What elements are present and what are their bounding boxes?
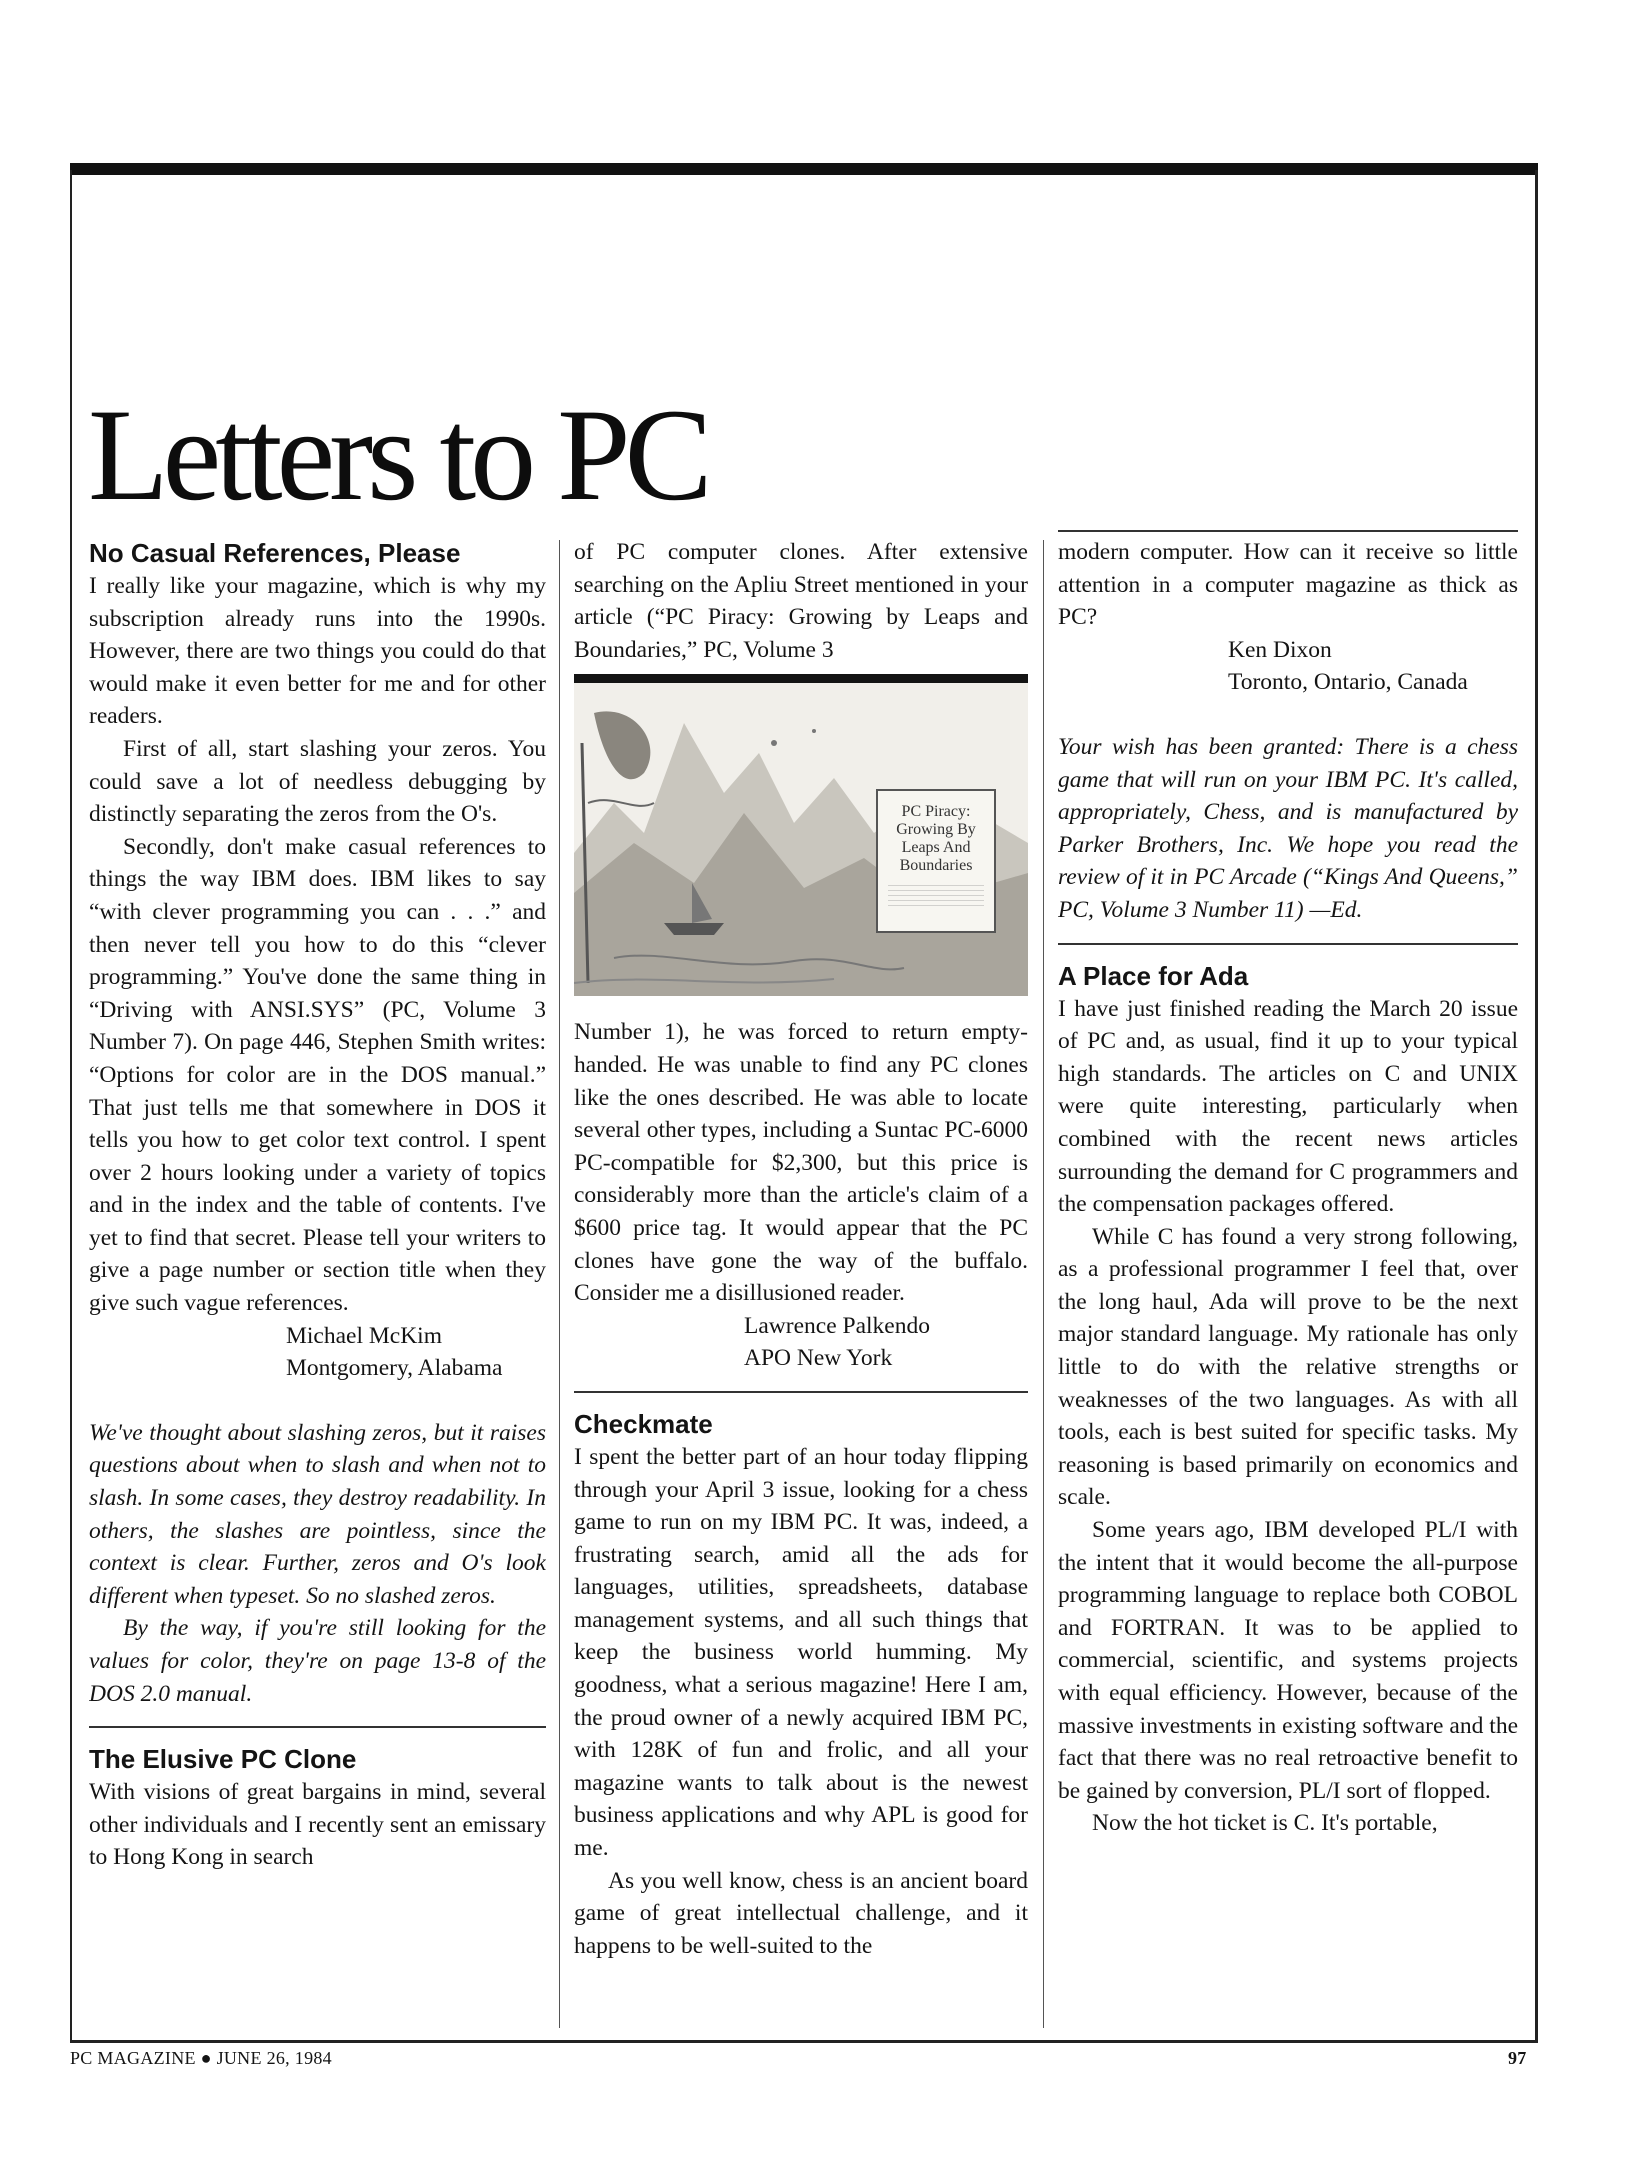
signature-name: Michael McKim (286, 1322, 442, 1349)
column-divider (559, 540, 560, 2028)
page-title: Letters to PC (88, 381, 707, 528)
inset-title: PC Piracy: Growing By Leaps And Boundaries (896, 803, 976, 875)
letter-paragraph: Number 1), he was forced to return empty-handed. He was unable to find any PC clones like the ones described. He was able to locate several other types, including a Suntac PC-6000 PC-compatible for $2,300, but this price is considerably more than the article's claim of a $600 price tag. It would appear that the PC clones have gone the way of the buffalo. Consider me a disillusioned reader. (574, 1019, 1028, 1307)
letter-heading: A Place for Ada (1058, 960, 1249, 991)
letter-paragraph: As you well know, chess is an ancient board game of great intellectual challenge, and it happens to be well-suited to the (574, 1867, 1028, 1959)
top-rule (70, 163, 1538, 175)
letter-paragraph: Now the hot ticket is C. It's portable, (1092, 1810, 1438, 1837)
illustration (574, 674, 1028, 996)
letter-paragraph: Some years ago, IBM developed PL/I with the intent that it would become the all-purpose programming language to replace both COBOL and FORTRAN. It was to be applied to commercial, scientific, and systems projects with equal efficiency. However, because of the massive investments in existing software and the fact that there was no real retroactive benefit to be gained by conversion, PL/I sort of flopped. (1058, 1517, 1518, 1804)
letter-paragraph: I spent the better part of an hour today flipping through your April 3 issue, looking for a chess game to run on my IBM PC. It was, indeed, a frustrating search, amid all the ads for languages, utilities, spreadsheets, database management systems, and all such things that keep the business world humming. My goodness, what a serious magazine! Here I am, the proud owner of a newly acquired IBM PC, with 128K of fun and frolic, and all your magazine wants to talk about is the newest business applications and why APL is good for me. (574, 1443, 1028, 1862)
editor-reply: By the way, if you're still looking for the values for color, they're on page 13-8 of the DOS 2.0 manual. (89, 1615, 546, 1707)
section-divider (1058, 943, 1518, 945)
signature-name: Lawrence Palkendo (744, 1312, 930, 1339)
frame-right (1535, 170, 1538, 2043)
letter-paragraph: of PC computer clones. After extensive searching on the Apliu Street mentioned in your article (“PC Piracy: Growing by Leaps and Boundaries,” PC, Volume 3 (574, 539, 1028, 663)
column-2 (574, 536, 1028, 2026)
section-divider (574, 1391, 1028, 1393)
section-divider (89, 1726, 546, 1728)
editor-reply: Your wish has been granted: There is a chess game that will run on your IBM PC. It's called, appropriately, Chess, and is manufactured by Parker Brothers, Inc. We hope you read the review of it in PC Arcade (“Kings And Queens,” PC, Volume 3 Number 11) —Ed. (1058, 733, 1518, 923)
footer-issue: PC MAGAZINE ● JUNE 26, 1984 (70, 2048, 332, 2068)
letter-paragraph: While C has found a very strong following, as a professional programmer I feel that, over the long haul, Ada will prove to be the next major standard language. My rationale has only little to do with the relative strengths or weaknesses of the two languages. As with all tools, each is best suited for specific tasks. My reasoning is based primarily on economics and scale. (1058, 1223, 1518, 1511)
editor-reply: We've thought about slashing zeros, but it raises questions about when to slash and when not to slash. In some cases, they destroy readability. In others, the slashes are pointless, since the context is clear. Further, zeros and O's look different when typeset. So no slashed zeros. (89, 1419, 546, 1609)
letter-paragraph: modern computer. How can it receive so little attention in a computer magazine as thick as PC? (1058, 539, 1518, 631)
page-number: 97 (1508, 2048, 1527, 2068)
column-divider (1043, 540, 1044, 2028)
inset-text-lines (888, 881, 984, 909)
frame-left (70, 170, 72, 2043)
letter-paragraph: With visions of great bargains in mind, several other individuals and I recently sent an emissary to Hong Kong in search (89, 1779, 546, 1871)
letter-heading: No Casual References, Please (89, 538, 461, 568)
signature-place: Toronto, Ontario, Canada (1228, 669, 1468, 696)
signature-name: Ken Dixon (1228, 636, 1332, 663)
letter-paragraph: Secondly, don't make casual references to things the way IBM does. IBM likes to say “with clever programming you can . . .” and then never tell you how to do this “clever programming.” You've done the same thing in “Driving with ANSI.SYS” (PC, Volume 3 Number 7). On page 446, Stephen Smith writes: “Options for color are in the DOS manual.” That just tells me that somewhere in DOS it tells you how to get color text control. I spent over 2 hours looking under a variety of topics and in the index and the table of contents. I've yet to find that secret. Please tell your writers to give a page number or section title when they give such vague references. (89, 833, 546, 1317)
letter-heading: Checkmate (574, 1408, 713, 1439)
column-3 (1058, 536, 1518, 2026)
column-top-rule (1058, 530, 1518, 532)
letter-heading: The Elusive PC Clone (89, 1744, 357, 1775)
column-1 (89, 536, 546, 2026)
signature-place: APO New York (744, 1345, 893, 1372)
signature-place: Montgomery, Alabama (286, 1355, 503, 1382)
letter-paragraph: I really like your magazine, which is why my subscription already runs into the 1990s. However, there are two things you could do that would make it even better for me and for other readers. (89, 573, 546, 730)
inset-article-card (876, 789, 996, 933)
frame-bottom (70, 2040, 1538, 2043)
letter-paragraph: First of all, start slashing your zeros. You could save a lot of needless debugging by distinctly separating the zeros from the O's. (89, 735, 546, 828)
letter-paragraph: I have just finished reading the March 20 issue of PC and, as usual, find it up to your typical high standards. The articles on C and UNIX were quite interesting, particularly when combined with the recent news articles surrounding the demand for C programmers and the compensation packages offered. (1058, 995, 1518, 1218)
